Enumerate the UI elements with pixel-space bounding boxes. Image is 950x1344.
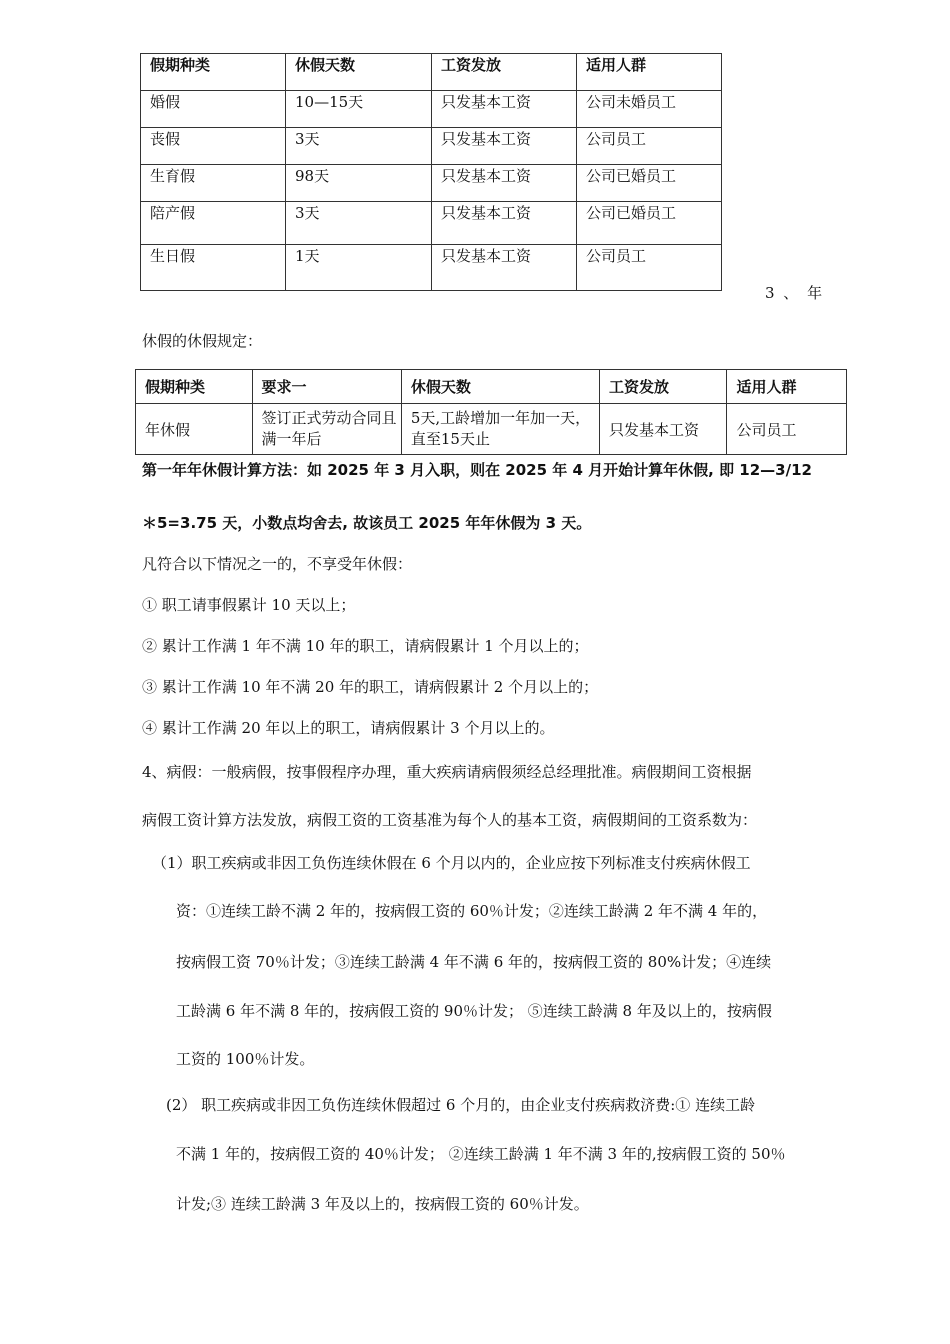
table-cell: 5天,工龄增加一年加一天，直至15天止 [401, 404, 599, 455]
header-cell: 适用人群 [576, 54, 721, 91]
table-cell: 只发基本工资 [432, 91, 577, 128]
leave-types-table [140, 53, 722, 291]
calc-line-1: 第一年年休假计算方法：如 2025 年 3 月入职，则在 2025 年 4 月开始计算年休假, 即 12—3/12 [142, 461, 812, 479]
header-cell: 假期种类 [141, 54, 286, 91]
table-cell: 公司员工 [576, 245, 721, 291]
sick-p1-line: （1）职工疾病或非因工负伤连续休假在 6 个月以内的，企业应按下列标准支付疾病休假工 [152, 854, 751, 872]
table-cell: 婚假 [141, 91, 286, 128]
table-row [136, 404, 847, 455]
table-cell: 签订正式劳动合同且满一年后 [252, 404, 401, 455]
header-cell: 适用人群 [727, 370, 847, 404]
exclusion-item: ① 职工请事假累计 10 天以上； [142, 596, 356, 614]
table-cell: 公司已婚员工 [576, 165, 721, 202]
exclusion-item: ④ 累计工作满 20 年以上的职工，请病假累计 3 个月以上的。 [142, 719, 555, 737]
table-cell: 公司员工 [727, 404, 847, 455]
table-cell: 公司员工 [576, 128, 721, 165]
exclusion-intro: 凡符合以下情况之一的，不享受年休假： [142, 555, 413, 573]
header-cell: 工资发放 [600, 370, 727, 404]
header-cell: 假期种类 [136, 370, 253, 404]
table-row [141, 165, 722, 202]
section-number: 3 、 年 [765, 284, 825, 302]
table-cell: 公司已婚员工 [576, 202, 721, 245]
table-cell: 只发基本工资 [432, 245, 577, 291]
sick-p2-line: 不满 1 年的，按病假工资的 40％计发； ②连续工龄满 1 年不满 3 年的,按病假工资的 50％ [176, 1145, 786, 1163]
header-cell: 休假天数 [285, 54, 431, 91]
table-cell: 年休假 [136, 404, 253, 455]
table-cell: 丧假 [141, 128, 286, 165]
sick-p2-line: (2） 职工疾病或非因工负伤连续休假超过 6 个月的，由企业支付疾病救济费:① 连续工龄 [166, 1096, 756, 1114]
table-row [141, 128, 722, 165]
table-cell: 3天 [285, 202, 431, 245]
table-cell: 1天 [285, 245, 431, 291]
table-row [141, 91, 722, 128]
table-cell: 只发基本工资 [432, 165, 577, 202]
table-cell: 只发基本工资 [432, 202, 577, 245]
table-header-row [136, 370, 847, 404]
table-cell: 98天 [285, 165, 431, 202]
sick-p1-line: 资：①连续工龄不满 2 年的，按病假工资的 60％计发；②连续工龄满 2 年不满 4 年的， [176, 902, 768, 920]
sick-leave-line: 4、病假：一般病假，按事假程序办理，重大疾病请病假须经总经理批准。病假期间工资根据 [142, 763, 752, 781]
table-cell: 只发基本工资 [432, 128, 577, 165]
table-cell: 生日假 [141, 245, 286, 291]
table-cell: 10—15天 [285, 91, 431, 128]
header-cell: 工资发放 [432, 54, 577, 91]
annual-leave-table [135, 369, 847, 455]
section-title: 休假的休假规定： [142, 332, 263, 350]
table-cell: 公司未婚员工 [576, 91, 721, 128]
table-row [141, 245, 722, 291]
sick-leave-line: 病假工资计算方法发放，病假工资的工资基准为每个人的基本工资，病假期间的工资系数为： [142, 811, 758, 829]
header-cell: 要求一 [252, 370, 401, 404]
table-header-row [141, 54, 722, 91]
exclusion-item: ② 累计工作满 1 年不满 10 年的职工，请病假累计 1 个月以上的； [142, 637, 589, 655]
table-cell: 生育假 [141, 165, 286, 202]
sick-p1-line: 按病假工资 70％计发；③连续工龄满 4 年不满 6 年的，按病假工资的 80%计发；④连续 [176, 953, 772, 971]
calc-line-2: ＊5=3.75 天，小数点均舍去, 故该员工 2025 年年休假为 3 天。 [142, 514, 592, 532]
sick-p1-line: 工龄满 6 年不满 8 年的，按病假工资的 90％计发； ⑤连续工龄满 8 年及以上的，按病假 [176, 1002, 772, 1020]
exclusion-item: ③ 累计工作满 10 年不满 20 年的职工，请病假累计 2 个月以上的； [142, 678, 599, 696]
table-row [141, 202, 722, 245]
sick-p1-line: 工资的 100％计发。 [176, 1050, 315, 1068]
header-cell: 休假天数 [401, 370, 599, 404]
table-cell: 只发基本工资 [600, 404, 727, 455]
table-cell: 3天 [285, 128, 431, 165]
table-cell: 陪产假 [141, 202, 286, 245]
sick-p2-line: 计发;③ 连续工龄满 3 年及以上的，按病假工资的 60％计发。 [176, 1195, 589, 1213]
